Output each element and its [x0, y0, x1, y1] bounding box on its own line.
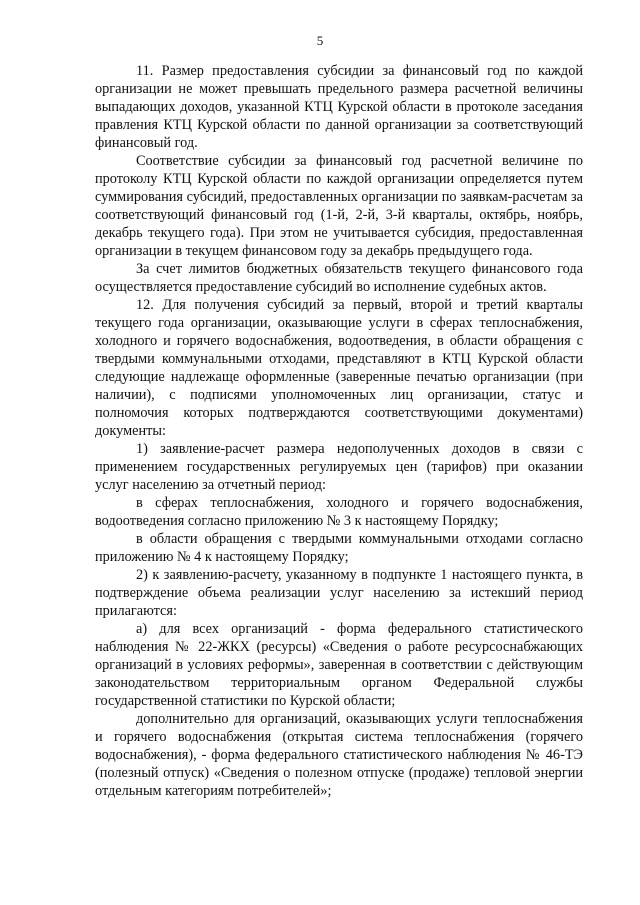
paragraph-11: 11. Размер предоставления субсидии за финансовый год по каждой организации не может превышать предельного размера расчетной величины выпадающих доходов, указанной КТЦ Курской области в протоколе заседания правления КТЦ Курской области по данной организации за соответствующий финансовый год.	[95, 63, 583, 151]
paragraph-subsidy-correspondence: Соответствие субсидии за финансовый год расчетной величине по протоколу КТЦ Курской области по каждой организации определяется путем суммирования субсидий, предоставленных организации по заявкам-расчетам за соответствующий финансовый год (1-й, 2-й, 3-й кварталы, октябрь, ноябрь, декабрь текущего года). При этом не учитывается субсидия, предоставленная организации в текущем финансовом году за декабрь предыдущего года.	[95, 153, 583, 259]
item-2-attachments: 2) к заявлению-расчету, указанному в подпункте 1 настоящего пункта, в подтверждение объема реализации услуг населению за истекший период прилагаются:	[95, 567, 583, 619]
document-body	[95, 62, 583, 800]
item-1-waste: в области обращения с твердыми коммунальными отходами согласно приложению № 4 к настоящему Порядку;	[95, 531, 583, 565]
item-1-heat-water: в сферах теплоснабжения, холодного и горячего водоснабжения, водоотведения согласно приложению № 3 к настоящему Порядку;	[95, 495, 583, 529]
item-1-application: 1) заявление-расчет размера недополученных доходов в связи с применением государственных регулируемых цен (тарифов) при оказании услуг населению за отчетный период:	[95, 441, 583, 493]
paragraph-12: 12. Для получения субсидий за первый, второй и третий кварталы текущего года организации, оказывающие услуги в сферах теплоснабжения, холодного и горячего водоснабжения, водоотведения, в области обращения с твердыми коммунальными отходами, представляют в КТЦ Курской области следующие надлежаще оформленные (заверенные печатью организации (при наличии), с подписями уполномоченных лиц организации, статус и полномочия которых подтверждаются соответствующими документами) документы:	[95, 297, 583, 439]
page-number: 5	[316, 33, 324, 48]
paragraph-court-acts: За счет лимитов бюджетных обязательств текущего финансового года осуществляется предоставление субсидий во исполнение судебных актов.	[95, 261, 583, 295]
item-2a-form-46: дополнительно для организаций, оказывающих услуги теплоснабжения и горячего водоснабжения (открытая система теплоснабжения (горячего водоснабжения), - форма федерального статистического наблюдения № 46-ТЭ (полезный отпуск) «Сведения о полезном отпуске (продаже) тепловой энергии отдельным категориям потребителей»;	[95, 711, 583, 799]
item-2a-form-22: а) для всех организаций - форма федерального статистического наблюдения № 22-ЖКХ (ресурсы) «Сведения о работе ресурсоснабжающих организаций в условиях реформы», заверенная в соответствии с действующим законодательством территориальным органом Федеральной службы государственной статистики по Курской области;	[95, 621, 583, 709]
